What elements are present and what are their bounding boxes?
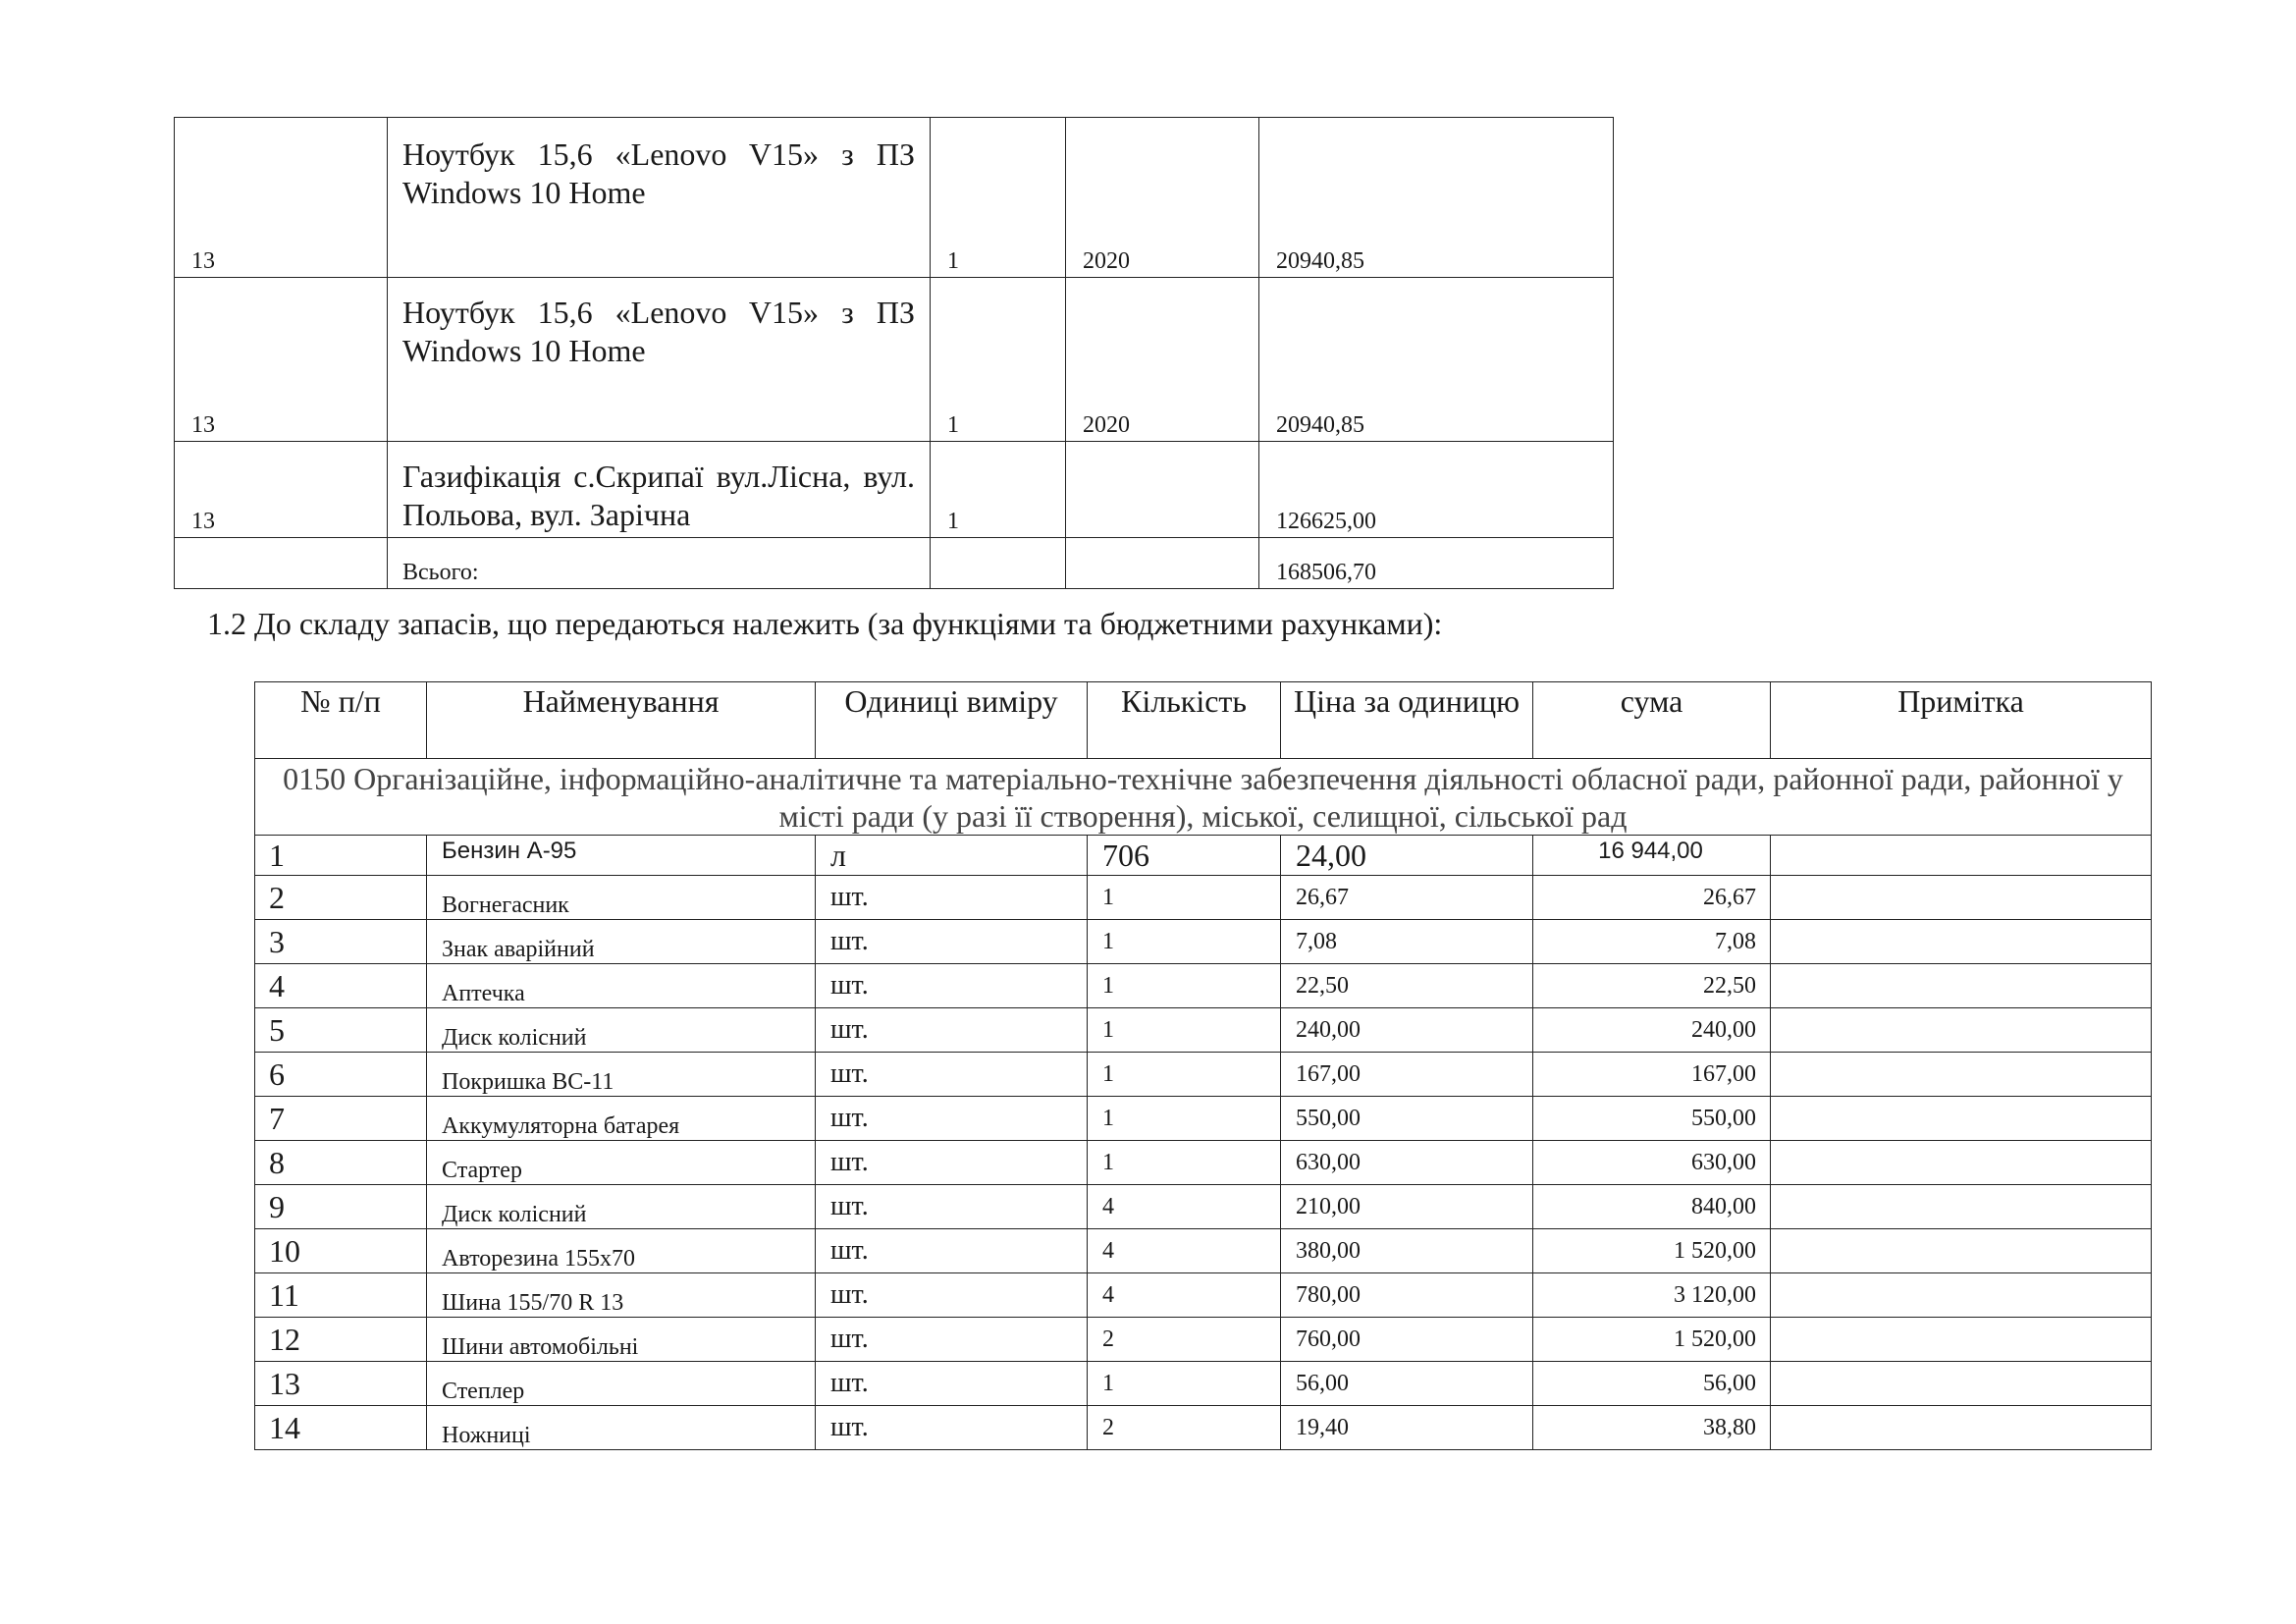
table-row <box>255 1185 2152 1229</box>
item-note <box>1771 1229 2152 1273</box>
item-quantity: 4 <box>1088 1273 1281 1318</box>
header-note: Примітка <box>1771 682 2152 759</box>
item-sum: 240,00 <box>1533 1008 1771 1053</box>
item-name: Знак аварійний <box>427 920 816 964</box>
asset-quantity: 1 <box>931 118 1066 278</box>
item-name: Ножниці <box>427 1406 816 1450</box>
item-quantity: 1 <box>1088 1008 1281 1053</box>
item-price: 550,00 <box>1281 1097 1533 1141</box>
item-note <box>1771 1141 2152 1185</box>
item-unit: шт. <box>816 1097 1088 1141</box>
item-sum: 630,00 <box>1533 1141 1771 1185</box>
item-note <box>1771 1406 2152 1450</box>
table-row <box>255 1229 2152 1273</box>
item-price: 760,00 <box>1281 1318 1533 1362</box>
item-unit: шт. <box>816 920 1088 964</box>
item-sum: 840,00 <box>1533 1185 1771 1229</box>
table-row <box>255 1406 2152 1450</box>
item-sum: 550,00 <box>1533 1097 1771 1141</box>
inventory-rows <box>255 836 2152 1450</box>
table-row <box>255 1097 2152 1141</box>
empty-cell <box>931 538 1066 589</box>
header-sum: сума <box>1533 682 1771 759</box>
row-number: 2 <box>255 876 427 920</box>
item-sum: 38,80 <box>1533 1406 1771 1450</box>
category-row <box>255 759 2152 836</box>
item-unit: шт. <box>816 1406 1088 1450</box>
item-price: 210,00 <box>1281 1185 1533 1229</box>
table-row <box>255 1008 2152 1053</box>
table-row <box>255 876 2152 920</box>
item-note <box>1771 964 2152 1008</box>
table-row <box>175 278 1614 442</box>
item-name: Аптечка <box>427 964 816 1008</box>
item-note <box>1771 876 2152 920</box>
asset-amount: 20940,85 <box>1259 118 1614 278</box>
row-number: 8 <box>255 1141 427 1185</box>
item-unit: л <box>816 836 1088 876</box>
item-price: 26,67 <box>1281 876 1533 920</box>
row-number: 13 <box>255 1362 427 1406</box>
item-unit: шт. <box>816 1362 1088 1406</box>
table-row <box>255 920 2152 964</box>
asset-name: Ноутбук 15,6 «Lenovo V15» з ПЗ Windows 10 Home <box>388 278 931 442</box>
item-unit: шт. <box>816 876 1088 920</box>
item-name: Стартер <box>427 1141 816 1185</box>
item-price: 22,50 <box>1281 964 1533 1008</box>
item-sum: 16 944,00 <box>1533 836 1771 876</box>
item-name: Шина 155/70 R 13 <box>427 1273 816 1318</box>
section-heading: 1.2 До складу запасів, що передаються належить (за функціями та бюджетними рахунками): <box>207 606 1443 641</box>
row-number: 3 <box>255 920 427 964</box>
item-quantity: 4 <box>1088 1185 1281 1229</box>
row-number: 12 <box>255 1318 427 1362</box>
item-unit: шт. <box>816 1008 1088 1053</box>
item-note <box>1771 1008 2152 1053</box>
item-unit: шт. <box>816 1318 1088 1362</box>
table-row <box>255 836 2152 876</box>
item-note <box>1771 1097 2152 1141</box>
row-number: 14 <box>255 1406 427 1450</box>
total-label: Всього: <box>388 538 931 589</box>
row-number: 1 <box>255 836 427 876</box>
item-note <box>1771 1053 2152 1097</box>
asset-name: Ноутбук 15,6 «Lenovo V15» з ПЗ Windows 10 Home <box>388 118 931 278</box>
item-note <box>1771 1362 2152 1406</box>
item-price: 7,08 <box>1281 920 1533 964</box>
item-sum: 22,50 <box>1533 964 1771 1008</box>
item-name: Степлер <box>427 1362 816 1406</box>
row-number: 13 <box>175 442 388 538</box>
row-number: 13 <box>175 118 388 278</box>
item-quantity: 2 <box>1088 1318 1281 1362</box>
item-name: Диск колісний <box>427 1185 816 1229</box>
table-row <box>255 964 2152 1008</box>
item-unit: шт. <box>816 1229 1088 1273</box>
item-note <box>1771 836 2152 876</box>
item-unit: шт. <box>816 1141 1088 1185</box>
item-quantity: 1 <box>1088 1097 1281 1141</box>
item-price: 19,40 <box>1281 1406 1533 1450</box>
item-name: Диск колісний <box>427 1008 816 1053</box>
item-price: 380,00 <box>1281 1229 1533 1273</box>
asset-year <box>1066 442 1259 538</box>
table-row <box>175 442 1614 538</box>
item-note <box>1771 1185 2152 1229</box>
item-price: 56,00 <box>1281 1362 1533 1406</box>
header-name: Найменування <box>427 682 816 759</box>
item-quantity: 1 <box>1088 964 1281 1008</box>
item-sum: 7,08 <box>1533 920 1771 964</box>
item-quantity: 4 <box>1088 1229 1281 1273</box>
item-note <box>1771 1273 2152 1318</box>
item-unit: шт. <box>816 1185 1088 1229</box>
item-name: Авторезина 155х70 <box>427 1229 816 1273</box>
item-quantity: 1 <box>1088 920 1281 964</box>
total-row <box>175 538 1614 589</box>
asset-quantity: 1 <box>931 442 1066 538</box>
empty-cell <box>1066 538 1259 589</box>
table-header <box>255 682 2152 759</box>
table-row <box>255 1362 2152 1406</box>
header-unit: Одиниці виміру <box>816 682 1088 759</box>
item-sum: 3 120,00 <box>1533 1273 1771 1318</box>
item-note <box>1771 1318 2152 1362</box>
row-number: 5 <box>255 1008 427 1053</box>
item-quantity: 1 <box>1088 1362 1281 1406</box>
item-price: 240,00 <box>1281 1008 1533 1053</box>
total-amount: 168506,70 <box>1259 538 1614 589</box>
item-quantity: 706 <box>1088 836 1281 876</box>
item-name: Бензин А-95 <box>427 836 816 876</box>
table-row <box>255 1273 2152 1318</box>
header-price: Ціна за одиницю <box>1281 682 1533 759</box>
row-number: 9 <box>255 1185 427 1229</box>
category-label: 0150 Організаційне, інформаційно-аналітичне та матеріально-технічне забезпечення діяльності обласної ради, районної ради, районної у місті ради (у разі її створення), міської, селищної, сільської рад <box>255 759 2152 836</box>
item-price: 167,00 <box>1281 1053 1533 1097</box>
table-row <box>255 1141 2152 1185</box>
row-number: 11 <box>255 1273 427 1318</box>
item-note <box>1771 920 2152 964</box>
row-number: 4 <box>255 964 427 1008</box>
item-name: Покришка ВС-11 <box>427 1053 816 1097</box>
empty-cell <box>175 538 388 589</box>
item-quantity: 2 <box>1088 1406 1281 1450</box>
item-name: Вогнегасник <box>427 876 816 920</box>
row-number: 10 <box>255 1229 427 1273</box>
item-unit: шт. <box>816 1053 1088 1097</box>
item-quantity: 1 <box>1088 1053 1281 1097</box>
item-unit: шт. <box>816 1273 1088 1318</box>
row-number: 7 <box>255 1097 427 1141</box>
item-sum: 1 520,00 <box>1533 1318 1771 1362</box>
item-sum: 167,00 <box>1533 1053 1771 1097</box>
item-price: 630,00 <box>1281 1141 1533 1185</box>
asset-amount: 126625,00 <box>1259 442 1614 538</box>
asset-year: 2020 <box>1066 118 1259 278</box>
item-name: Аккумуляторна батарея <box>427 1097 816 1141</box>
table-row <box>255 1053 2152 1097</box>
item-quantity: 1 <box>1088 876 1281 920</box>
fixed-assets-table <box>174 117 1614 589</box>
item-sum: 56,00 <box>1533 1362 1771 1406</box>
asset-quantity: 1 <box>931 278 1066 442</box>
row-number: 13 <box>175 278 388 442</box>
table-row <box>175 118 1614 278</box>
header-num: № п/п <box>255 682 427 759</box>
asset-year: 2020 <box>1066 278 1259 442</box>
item-sum: 1 520,00 <box>1533 1229 1771 1273</box>
item-sum: 26,67 <box>1533 876 1771 920</box>
item-unit: шт. <box>816 964 1088 1008</box>
table-row <box>255 1318 2152 1362</box>
item-price: 24,00 <box>1281 836 1533 876</box>
item-name: Шини автомобільні <box>427 1318 816 1362</box>
inventory-table <box>254 681 2152 1450</box>
header-qty: Кількість <box>1088 682 1281 759</box>
row-number: 6 <box>255 1053 427 1097</box>
item-price: 780,00 <box>1281 1273 1533 1318</box>
asset-amount: 20940,85 <box>1259 278 1614 442</box>
item-quantity: 1 <box>1088 1141 1281 1185</box>
asset-name: Газифікація с.Скрипаї вул.Лісна, вул. Польова, вул. Зарічна <box>388 442 931 538</box>
